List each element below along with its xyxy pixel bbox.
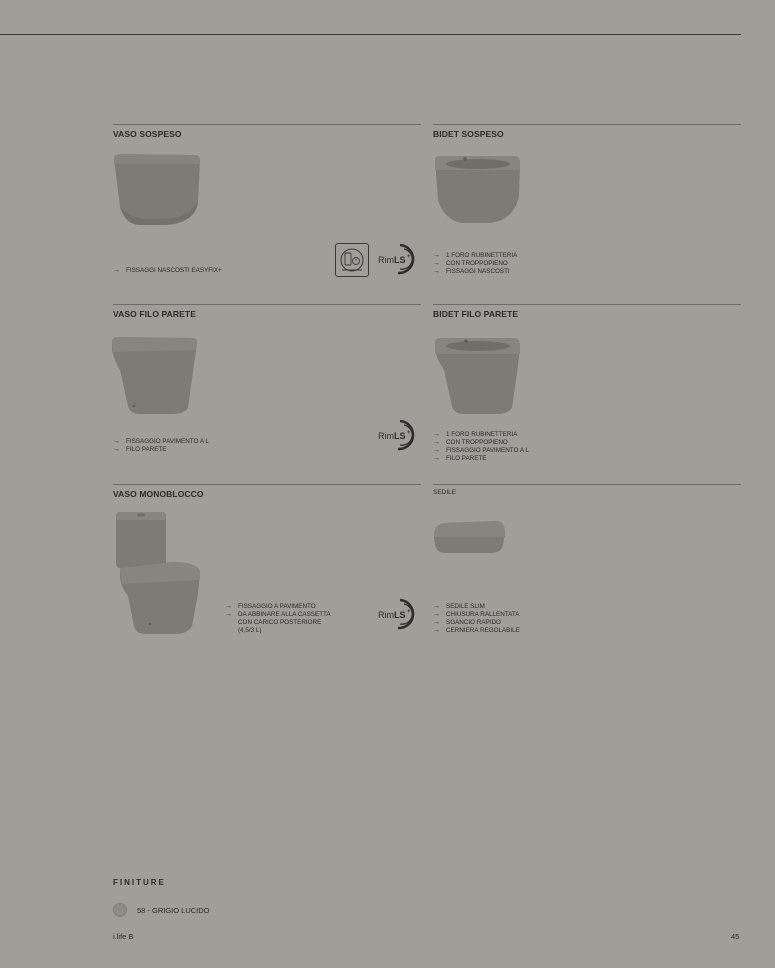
arrow-right-icon: → [225, 603, 232, 610]
rimls-logo-text-rim: Rim [378, 610, 394, 620]
installation-icon [335, 243, 369, 277]
arrow-right-icon: → [433, 603, 440, 610]
bidet-sospeso-features [433, 252, 633, 276]
rimls-logo-text-ls: LS [394, 610, 406, 620]
list-item: → CON TROPPOPIENO [433, 260, 508, 268]
arrow-right-icon: → [433, 619, 440, 627]
list-item: → SGANCIO RAPIDO [433, 619, 501, 627]
bidet-filo-parete-title: BIDET FILO PARETE [433, 309, 519, 319]
arrow-right-icon: → [433, 431, 440, 438]
finish-label: 58 - GRIGIO LUCIDO [137, 906, 210, 915]
arrow-right-icon: → [433, 260, 440, 268]
list-item: → FILO PARETE [433, 455, 487, 463]
section-divider [433, 124, 741, 125]
bidet-filo-parete-features [433, 431, 633, 463]
sedile-image [431, 515, 509, 560]
color-swatch [113, 903, 127, 917]
vaso-monoblocco-image [112, 510, 207, 638]
bidet-filo-parete-image [432, 332, 527, 417]
section-divider [113, 124, 421, 125]
list-item: → FISSAGGIO A PAVIMENTO [225, 603, 316, 610]
arrow-right-icon: → [433, 611, 440, 619]
list-item: → 1 FORO RUBINETTERIA [433, 431, 518, 438]
arrow-right-icon: → [113, 438, 120, 445]
list-item: → FISSAGGIO PAVIMENTO A L [433, 447, 529, 455]
vaso-sospeso-image [110, 145, 205, 230]
vaso-filo-parete-image [108, 330, 203, 418]
list-item: → FISSAGGI NASCOSTI [433, 268, 510, 276]
list-item: → CERNIERA REGOLABILE [433, 627, 520, 635]
section-divider [113, 304, 421, 305]
rimls-logo [378, 242, 418, 276]
sedile-features [433, 603, 633, 635]
vaso-sospeso-features [113, 267, 313, 275]
rimls-logo-text-plus: + [407, 609, 411, 615]
finiture-heading: FINITURE [113, 878, 166, 887]
list-item: → CHIUSURA RALLENTATA [433, 611, 520, 619]
rimls-logo-text-ls: LS [394, 255, 406, 265]
arrow-right-icon: → [433, 439, 440, 447]
arrow-right-icon: → [433, 268, 440, 276]
list-item: → 1 FORO RUBINETTERIA [433, 252, 518, 259]
rimls-logo [378, 418, 418, 452]
vaso-monoblocco-title: VASO MONOBLOCCO [113, 489, 204, 499]
rimls-logo-text-plus: + [407, 430, 411, 436]
list-item: → FISSAGGIO PAVIMENTO A L [113, 438, 209, 445]
bidet-sospeso-image [432, 150, 527, 230]
vaso-monoblocco-features [225, 603, 333, 635]
vaso-filo-parete-title: VASO FILO PARETE [113, 309, 196, 319]
sedile-title: SEDILE [433, 489, 457, 496]
arrow-right-icon: → [433, 627, 440, 635]
arrow-right-icon: → [113, 446, 120, 454]
rimls-logo-text-rim: Rim [378, 255, 394, 265]
top-rule [0, 34, 741, 35]
section-divider [113, 484, 421, 485]
footer-series: i.life B [113, 932, 134, 941]
list-item: → FISSAGGI NASCOSTI EASYFIX+ [113, 267, 222, 274]
list-item: → FILO PARETE [113, 446, 167, 454]
bidet-sospeso-title: BIDET SOSPESO [433, 129, 504, 139]
rimls-logo-text-ls: LS [394, 431, 406, 441]
rimls-logo-text-rim: Rim [378, 431, 394, 441]
rimls-logo [378, 597, 418, 631]
list-item: → DA ABBINARE ALLA CASSETTA CON CARICO POSTERIORE (4,5/3 L) [225, 611, 331, 635]
arrow-right-icon: → [225, 611, 232, 619]
vaso-filo-parete-features [113, 438, 313, 454]
section-divider [433, 484, 741, 485]
list-item: → SEDILE SLIM [433, 603, 485, 610]
section-divider [433, 304, 741, 305]
arrow-right-icon: → [113, 267, 120, 274]
arrow-right-icon: → [433, 455, 440, 463]
vaso-sospeso-title: VASO SOSPESO [113, 129, 182, 139]
rimls-logo-text-plus: + [407, 254, 411, 260]
arrow-right-icon: → [433, 447, 440, 455]
arrow-right-icon: → [433, 252, 440, 259]
list-item: → CON TROPPOPIENO [433, 439, 508, 447]
page-number: 45 [731, 932, 740, 941]
